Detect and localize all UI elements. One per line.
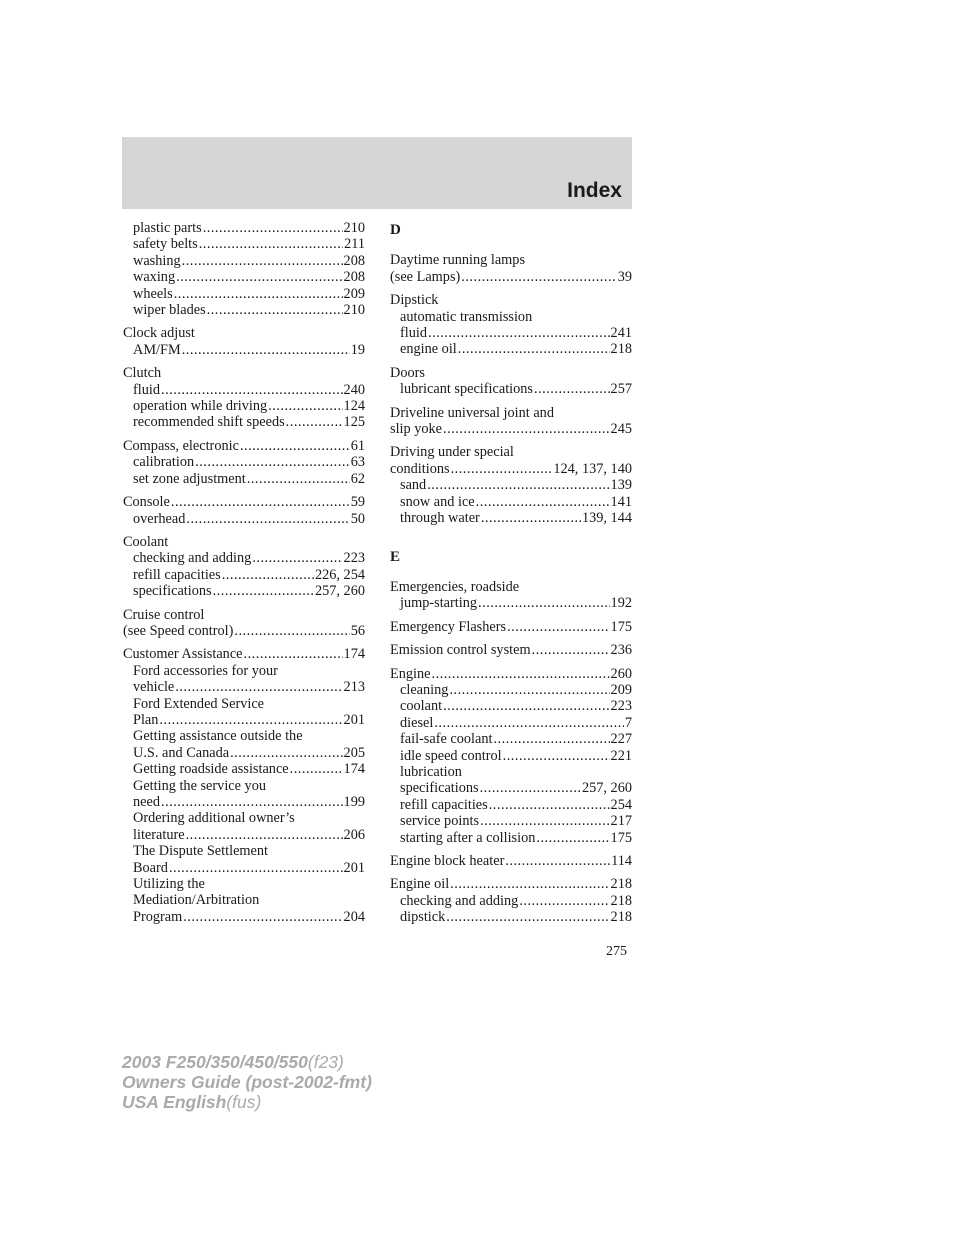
index-subentry-line bbox=[123, 696, 365, 712]
entry-term: fluid bbox=[133, 381, 161, 398]
entry-page-reference: 174 bbox=[343, 761, 365, 778]
index-entry bbox=[123, 220, 365, 318]
dot-leader bbox=[480, 813, 610, 829]
dot-leader bbox=[186, 827, 343, 843]
section-title: Index bbox=[567, 179, 622, 202]
entry-page-reference: 205 bbox=[343, 744, 365, 761]
index-subentry-line bbox=[390, 494, 632, 510]
index-entry bbox=[390, 642, 632, 658]
entry-page-reference: 124 bbox=[343, 398, 365, 415]
entry-term: Board bbox=[133, 859, 168, 876]
entry-term: AM/FM bbox=[133, 341, 181, 358]
index-subentry-line bbox=[123, 712, 365, 728]
dot-leader bbox=[503, 748, 610, 764]
dot-leader bbox=[234, 623, 349, 639]
entry-term: Plan bbox=[133, 711, 159, 728]
entry-term: engine oil bbox=[400, 341, 457, 358]
dot-leader bbox=[247, 471, 350, 487]
entry-page-reference: 245 bbox=[610, 421, 632, 438]
entry-page-reference: 201 bbox=[343, 711, 365, 728]
index-subentry-line bbox=[123, 398, 365, 414]
index-entry bbox=[390, 619, 632, 635]
entry-term: checking and adding bbox=[400, 892, 519, 909]
index-subentry-line bbox=[123, 876, 365, 892]
entry-term: Driveline universal joint and bbox=[390, 404, 554, 421]
entry-term: set zone adjustment bbox=[133, 470, 246, 487]
dot-leader bbox=[159, 712, 342, 728]
index-entry-line bbox=[390, 421, 632, 437]
index-subentry-line bbox=[123, 302, 365, 318]
dot-leader bbox=[458, 341, 610, 357]
entry-term: idle speed control bbox=[400, 747, 502, 764]
index-subentry-line bbox=[123, 663, 365, 679]
index-subentry-line bbox=[123, 827, 365, 843]
entry-term: Ford accessories for your bbox=[133, 662, 278, 679]
index-entry-line bbox=[390, 444, 632, 460]
entry-term: sand bbox=[400, 477, 427, 494]
entry-term: Compass, electronic bbox=[123, 437, 239, 454]
entry-page-reference: 218 bbox=[610, 909, 632, 926]
index-subentry-line bbox=[123, 414, 365, 430]
entry-term: need bbox=[133, 794, 160, 810]
entry-term: refill capacities bbox=[133, 566, 221, 583]
entry-page-reference: 257, 260 bbox=[581, 780, 632, 797]
dot-leader bbox=[534, 381, 610, 397]
entry-page-reference: 175 bbox=[610, 829, 632, 846]
footer-language-code: (fus) bbox=[226, 1092, 262, 1112]
index-entry-line bbox=[390, 292, 632, 308]
dot-leader bbox=[230, 745, 342, 761]
index-entry-line bbox=[390, 619, 632, 635]
index-subentry-line bbox=[390, 309, 632, 325]
entry-term: lubrication bbox=[400, 763, 462, 780]
index-subentry-line bbox=[390, 341, 632, 357]
entry-term: refill capacities bbox=[400, 796, 488, 813]
index-subentry-line bbox=[390, 893, 632, 909]
index-subentry-line bbox=[123, 511, 365, 527]
entry-term: conditions bbox=[390, 460, 450, 477]
dot-leader bbox=[507, 619, 609, 635]
entry-term: Emergencies, roadside bbox=[390, 578, 520, 595]
entry-term: Engine block heater bbox=[390, 853, 505, 869]
index-subentry-line bbox=[123, 583, 365, 599]
index-subentry-line bbox=[123, 810, 365, 826]
entry-page-reference: 139, 144 bbox=[581, 510, 632, 527]
entry-term: wiper blades bbox=[133, 302, 206, 319]
entry-term: dipstick bbox=[400, 909, 446, 926]
index-entry bbox=[123, 438, 365, 487]
dot-leader bbox=[175, 679, 342, 695]
entry-term: specifications bbox=[133, 583, 212, 600]
entry-term: jump-starting bbox=[400, 595, 478, 612]
entry-page-reference: 260 bbox=[610, 665, 632, 682]
index-entry-line bbox=[390, 461, 632, 477]
index-subentry-line bbox=[123, 567, 365, 583]
index-entry bbox=[123, 534, 365, 600]
entry-term: vehicle bbox=[133, 679, 175, 696]
entry-page-reference: 125 bbox=[343, 414, 365, 431]
entry-term: (see Lamps) bbox=[390, 268, 461, 285]
entry-term: Ordering additional owner’s bbox=[133, 810, 295, 827]
footer-line-3 bbox=[122, 1092, 372, 1112]
index-entry-line bbox=[123, 623, 365, 639]
dot-leader bbox=[434, 715, 623, 731]
dot-leader bbox=[536, 830, 609, 846]
index-subentry-line bbox=[390, 682, 632, 698]
footer-language: USA English bbox=[122, 1092, 227, 1112]
dot-leader bbox=[505, 853, 610, 869]
entry-page-reference: 209 bbox=[610, 681, 632, 698]
dot-leader bbox=[183, 909, 342, 925]
entry-term: Program bbox=[133, 908, 183, 925]
entry-page-reference: 7 bbox=[624, 714, 632, 731]
entry-page-reference: 206 bbox=[343, 826, 365, 843]
index-letter-heading: E bbox=[390, 548, 401, 565]
index-entry-line bbox=[123, 365, 365, 381]
entry-term: Emergency Flashers bbox=[390, 618, 507, 635]
dot-leader bbox=[428, 325, 610, 341]
entry-term: Coolant bbox=[123, 533, 169, 550]
dot-leader bbox=[161, 382, 343, 398]
dot-leader bbox=[252, 550, 342, 566]
entry-term: Ford Extended Service bbox=[133, 695, 265, 712]
dot-leader bbox=[478, 595, 610, 611]
dot-leader bbox=[286, 414, 343, 430]
entry-term: literature bbox=[133, 826, 185, 843]
entry-term: Utilizing the bbox=[133, 876, 205, 893]
entry-term: Engine bbox=[390, 665, 431, 682]
entry-page-reference: 213 bbox=[343, 679, 365, 696]
entry-term: automatic transmission bbox=[400, 308, 533, 325]
entry-term: Getting assistance outside the bbox=[133, 728, 303, 745]
entry-term: Cruise control bbox=[123, 606, 205, 623]
entry-page-reference: 257 bbox=[610, 381, 632, 398]
footer-model-code: (f23) bbox=[307, 1052, 344, 1072]
entry-page-reference: 114 bbox=[611, 853, 632, 869]
footer-guide: Owners Guide (post-2002-fmt) bbox=[122, 1072, 372, 1092]
entry-term: plastic parts bbox=[133, 220, 202, 236]
entry-page-reference: 50 bbox=[350, 510, 365, 527]
entry-page-reference: 236 bbox=[610, 642, 632, 659]
index-entry bbox=[390, 876, 632, 925]
dot-leader bbox=[427, 477, 609, 493]
entry-term: Emission control system bbox=[390, 642, 531, 659]
dot-leader bbox=[213, 583, 314, 599]
index-entry bbox=[123, 494, 365, 527]
entry-page-reference: 139 bbox=[610, 477, 632, 494]
dot-leader bbox=[532, 642, 610, 658]
index-entry-line bbox=[123, 325, 365, 341]
entry-page-reference: 199 bbox=[343, 794, 365, 810]
header-band bbox=[122, 137, 632, 209]
entry-page-reference: 211 bbox=[344, 236, 365, 253]
entry-term: Clutch bbox=[123, 365, 162, 382]
entry-term: waxing bbox=[133, 269, 176, 286]
dot-leader bbox=[451, 461, 553, 477]
index-entry bbox=[123, 325, 365, 358]
dot-leader bbox=[244, 646, 343, 662]
index-letter-heading: D bbox=[390, 222, 401, 238]
index-entry bbox=[390, 853, 632, 869]
entry-page-reference: 62 bbox=[350, 470, 365, 487]
dot-leader bbox=[443, 698, 609, 714]
dot-leader bbox=[176, 269, 342, 285]
footer-model: 2003 F250/350/450/550 bbox=[122, 1052, 308, 1072]
index-entry-line bbox=[123, 646, 365, 662]
dot-leader bbox=[182, 342, 350, 358]
entry-page-reference: 210 bbox=[343, 220, 365, 236]
entry-page-reference: 210 bbox=[343, 302, 365, 319]
dot-leader bbox=[171, 494, 350, 510]
index-entry-line bbox=[123, 494, 365, 510]
index-subentry-line bbox=[123, 269, 365, 285]
footer-line-1 bbox=[122, 1052, 372, 1072]
index-subentry-line bbox=[390, 715, 632, 731]
entry-page-reference: 208 bbox=[343, 252, 365, 269]
index-subentry-line bbox=[123, 843, 365, 859]
entry-term: Clock adjust bbox=[123, 325, 195, 342]
dot-leader bbox=[169, 860, 343, 876]
entry-page-reference: 240 bbox=[343, 381, 365, 398]
entry-page-reference: 63 bbox=[350, 454, 365, 471]
entry-page-reference: 61 bbox=[350, 437, 365, 454]
index-subentry-line bbox=[123, 679, 365, 695]
dot-leader bbox=[481, 510, 581, 526]
index-subentry-line bbox=[123, 794, 365, 810]
index-subentry-line bbox=[123, 860, 365, 876]
dot-leader bbox=[519, 893, 609, 909]
index-entry bbox=[390, 405, 632, 438]
dot-leader bbox=[480, 780, 581, 796]
dot-leader bbox=[446, 909, 609, 925]
dot-leader bbox=[174, 286, 343, 302]
entry-term: U.S. and Canada bbox=[133, 744, 230, 761]
entry-page-reference: 201 bbox=[343, 859, 365, 876]
entry-page-reference: 218 bbox=[610, 341, 632, 358]
entry-page-reference: 56 bbox=[350, 622, 365, 639]
entry-term: fail-safe coolant bbox=[400, 731, 493, 748]
index-subentry-line bbox=[123, 382, 365, 398]
entry-term: washing bbox=[133, 252, 181, 269]
index-entry-line bbox=[390, 405, 632, 421]
index-entry-line bbox=[390, 642, 632, 658]
entry-term: (see Speed control) bbox=[123, 622, 234, 639]
index-entry-line bbox=[390, 579, 632, 595]
entry-page-reference: 174 bbox=[343, 646, 365, 663]
entry-term: specifications bbox=[400, 780, 479, 797]
entry-page-reference: 141 bbox=[610, 493, 632, 510]
entry-term: cleaning bbox=[400, 681, 449, 698]
entry-term: slip yoke bbox=[390, 421, 443, 438]
dot-leader bbox=[161, 794, 343, 810]
entry-term: Engine oil bbox=[390, 876, 450, 893]
index-subentry-line bbox=[123, 236, 365, 252]
entry-term: Mediation/Arbitration bbox=[133, 892, 260, 909]
entry-page-reference: 254 bbox=[610, 796, 632, 813]
dot-leader bbox=[432, 666, 610, 682]
entry-page-reference: 218 bbox=[610, 876, 632, 893]
dot-leader bbox=[449, 682, 609, 698]
index-entry-line bbox=[390, 666, 632, 682]
entry-term: Getting the service you bbox=[133, 777, 267, 794]
entry-page-reference: 19 bbox=[350, 341, 365, 358]
index-subentry-line bbox=[123, 454, 365, 470]
dot-leader bbox=[195, 454, 350, 470]
entry-term: Customer Assistance bbox=[123, 646, 243, 663]
entry-term: starting after a collision bbox=[400, 829, 536, 846]
dot-leader bbox=[207, 302, 343, 318]
index-entry-line bbox=[123, 534, 365, 550]
entry-term: Getting roadside assistance bbox=[133, 761, 289, 778]
entry-term: overhead bbox=[133, 510, 186, 527]
index-subentry-line bbox=[390, 748, 632, 764]
entry-term: Dipstick bbox=[390, 292, 439, 309]
footer-line-2 bbox=[122, 1072, 372, 1092]
dot-leader bbox=[489, 797, 610, 813]
dot-leader bbox=[268, 398, 342, 414]
dot-leader bbox=[443, 421, 610, 437]
entry-page-reference: 221 bbox=[610, 747, 632, 764]
entry-page-reference: 208 bbox=[343, 269, 365, 286]
entry-term: Daytime running lamps bbox=[390, 252, 526, 269]
index-entry-line bbox=[390, 252, 632, 268]
index-entry-line bbox=[390, 365, 632, 381]
page-number: 275 bbox=[606, 944, 627, 959]
dot-leader bbox=[182, 253, 343, 269]
dot-leader bbox=[461, 269, 616, 285]
index-entry-line bbox=[390, 269, 632, 285]
index-entry bbox=[390, 666, 632, 846]
entry-term: lubricant specifications bbox=[400, 381, 533, 398]
entry-term: snow and ice bbox=[400, 493, 475, 510]
index-subentry-line bbox=[390, 909, 632, 925]
entry-page-reference: 204 bbox=[343, 908, 365, 925]
index-subentry-line bbox=[123, 728, 365, 744]
entry-term: fluid bbox=[400, 325, 428, 342]
entry-page-reference: 59 bbox=[350, 494, 365, 511]
entry-term: The Dispute Settlement bbox=[133, 843, 268, 860]
index-entry bbox=[390, 252, 632, 285]
entry-term: safety belts bbox=[133, 236, 198, 253]
index-subentry-line bbox=[123, 909, 365, 925]
entry-page-reference: 226, 254 bbox=[314, 566, 365, 583]
index-subentry-line bbox=[123, 286, 365, 302]
dot-leader bbox=[493, 731, 609, 747]
entry-page-reference: 218 bbox=[610, 892, 632, 909]
index-subentry-line bbox=[390, 764, 632, 780]
dot-leader bbox=[186, 511, 349, 527]
entry-term: Console bbox=[123, 494, 170, 511]
index-subentry-line bbox=[390, 595, 632, 611]
index-subentry-line bbox=[390, 477, 632, 493]
dot-leader bbox=[290, 761, 343, 777]
index-entry-line bbox=[123, 607, 365, 623]
index-entry-line bbox=[390, 853, 632, 869]
entry-page-reference: 175 bbox=[610, 618, 632, 635]
index-subentry-line bbox=[123, 550, 365, 566]
index-subentry-line bbox=[390, 731, 632, 747]
index-column-left bbox=[123, 220, 365, 932]
entry-term: operation while driving bbox=[133, 398, 268, 415]
index-subentry-line bbox=[390, 325, 632, 341]
index-subentry-line bbox=[123, 342, 365, 358]
index-subentry-line bbox=[390, 510, 632, 526]
entry-page-reference: 124, 137, 140 bbox=[553, 460, 632, 477]
document-footer bbox=[122, 1052, 372, 1112]
entry-term: diesel bbox=[400, 714, 434, 731]
entry-page-reference: 241 bbox=[610, 325, 632, 342]
index-subentry-line bbox=[123, 471, 365, 487]
index-entry bbox=[123, 607, 365, 640]
index-entry-line bbox=[390, 876, 632, 892]
entry-term: coolant bbox=[400, 698, 443, 715]
index-entry bbox=[390, 444, 632, 526]
entry-term: checking and adding bbox=[133, 550, 252, 567]
index-subentry-line bbox=[123, 892, 365, 908]
entry-page-reference: 192 bbox=[610, 595, 632, 612]
entry-term: Doors bbox=[390, 364, 425, 381]
index-subentry-line bbox=[123, 253, 365, 269]
index-subentry-line bbox=[123, 745, 365, 761]
index-entry bbox=[123, 646, 365, 925]
entry-page-reference: 217 bbox=[610, 813, 632, 830]
index-subentry-line bbox=[390, 698, 632, 714]
dot-leader bbox=[240, 438, 350, 454]
entry-term: wheels bbox=[133, 285, 173, 302]
index-subentry-line bbox=[390, 797, 632, 813]
index-subentry-line bbox=[390, 813, 632, 829]
entry-page-reference: 223 bbox=[343, 550, 365, 567]
index-entry-line bbox=[123, 438, 365, 454]
entry-term: service points bbox=[400, 813, 480, 830]
index-entry bbox=[390, 579, 632, 612]
index-entry bbox=[390, 292, 632, 358]
index-subentry-line bbox=[390, 381, 632, 397]
entry-page-reference: 223 bbox=[610, 698, 632, 715]
entry-term: calibration bbox=[133, 454, 195, 471]
index-column-right bbox=[390, 220, 632, 933]
dot-leader bbox=[476, 494, 610, 510]
entry-page-reference: 257, 260 bbox=[314, 583, 365, 600]
index-subentry-line bbox=[123, 761, 365, 777]
index-entry bbox=[123, 365, 365, 431]
index-entry bbox=[390, 365, 632, 398]
entry-page-reference: 209 bbox=[343, 285, 365, 302]
index-subentry-line bbox=[123, 778, 365, 794]
dot-leader bbox=[222, 567, 314, 583]
entry-term: Driving under special bbox=[390, 444, 514, 461]
entry-term: recommended shift speeds bbox=[133, 414, 285, 431]
dot-leader bbox=[450, 876, 609, 892]
index-subentry-line bbox=[390, 780, 632, 796]
index-subentry-line bbox=[390, 830, 632, 846]
entry-page-reference: 227 bbox=[610, 731, 632, 748]
index-subentry-line bbox=[123, 220, 365, 236]
dot-leader bbox=[203, 220, 343, 236]
entry-term: through water bbox=[400, 510, 480, 527]
dot-leader bbox=[199, 236, 343, 252]
entry-page-reference: 39 bbox=[617, 268, 632, 285]
